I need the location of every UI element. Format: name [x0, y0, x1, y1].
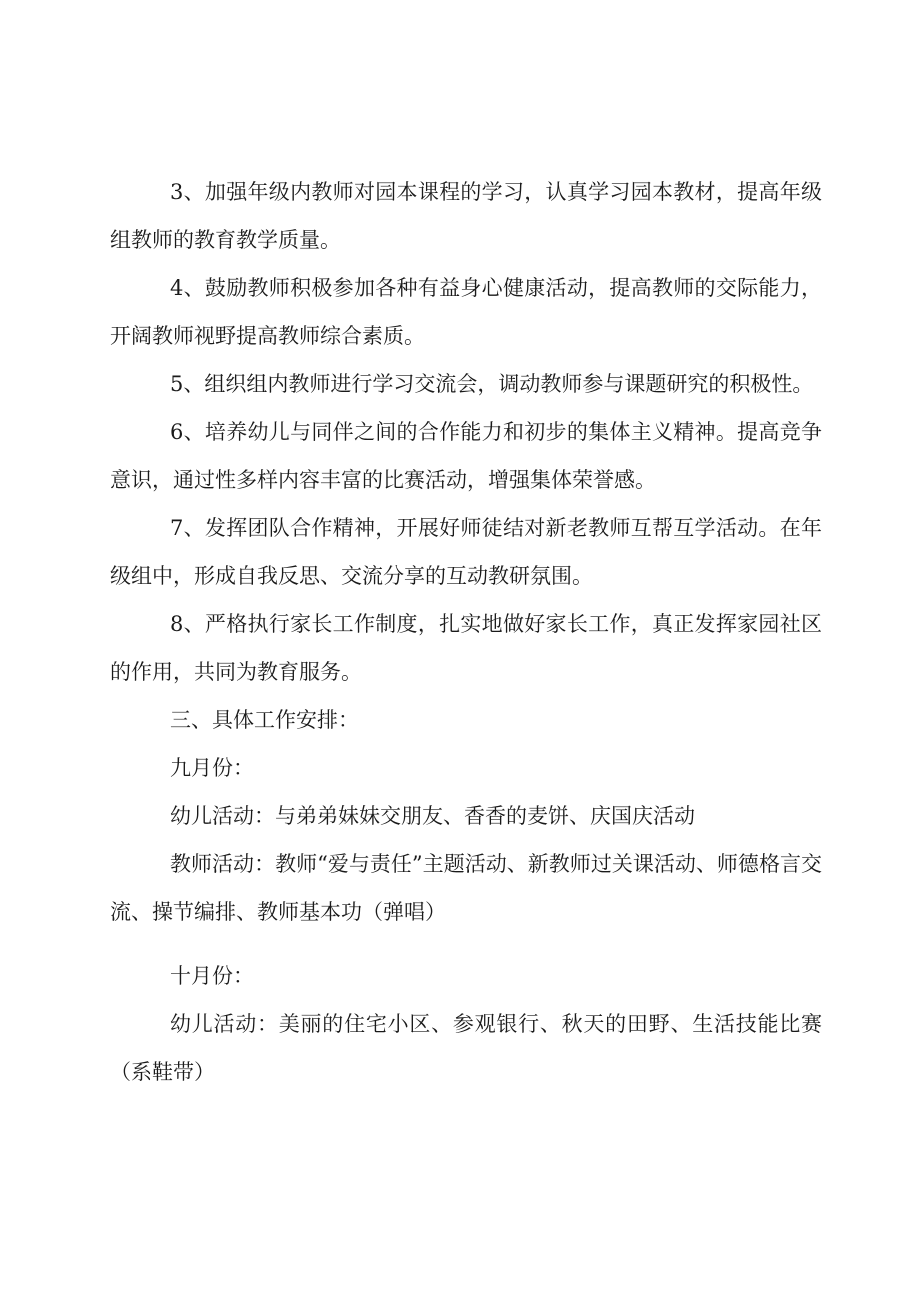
paragraph-item-8: 8、严格执行家长工作制度，扎实地做好家长工作，真正发挥家园社区的作用，共同为教育服务。	[110, 612, 822, 684]
september-child-activities: 幼儿活动：与弟弟妹妹交朋友、香香的麦饼、庆国庆活动	[170, 804, 695, 828]
paragraph-item-6: 6、培养幼儿与同伴之间的合作能力和初步的集体主义精神。提高竞争意识，通过性多样内容丰富的比赛活动，增强集体荣誉感。	[110, 420, 822, 492]
section-heading-work-plan: 三、具体工作安排：	[170, 708, 359, 732]
october-child-activities: 幼儿活动：美丽的住宅小区、参观银行、秋天的田野、生活技能比赛（系鞋带）	[110, 1012, 822, 1084]
month-heading-october: 十月份：	[170, 964, 254, 988]
paragraph-item-5: 5、组织组内教师进行学习交流会，调动教师参与课题研究的积极性。	[170, 372, 814, 396]
paragraph-item-7: 7、发挥团队合作精神，开展好师徒结对新老教师互帮互学活动。在年级组中，形成自我反思、交流分享的互动教研氛围。	[110, 516, 822, 588]
september-teacher-activities: 教师活动：教师“爱与责任”主题活动、新教师过关课活动、师德格言交流、操节编排、教师基本功（弹唱）	[110, 852, 822, 924]
month-heading-september: 九月份：	[170, 756, 254, 780]
paragraph-item-3: 3、加强年级内教师对园本课程的学习，认真学习园本教材，提高年级组教师的教育教学质量。	[110, 180, 822, 252]
document-body	[110, 168, 822, 1096]
paragraph-item-4: 4、鼓励教师积极参加各种有益身心健康活动，提高教师的交际能力，开阔教师视野提高教师综合素质。	[110, 276, 822, 348]
